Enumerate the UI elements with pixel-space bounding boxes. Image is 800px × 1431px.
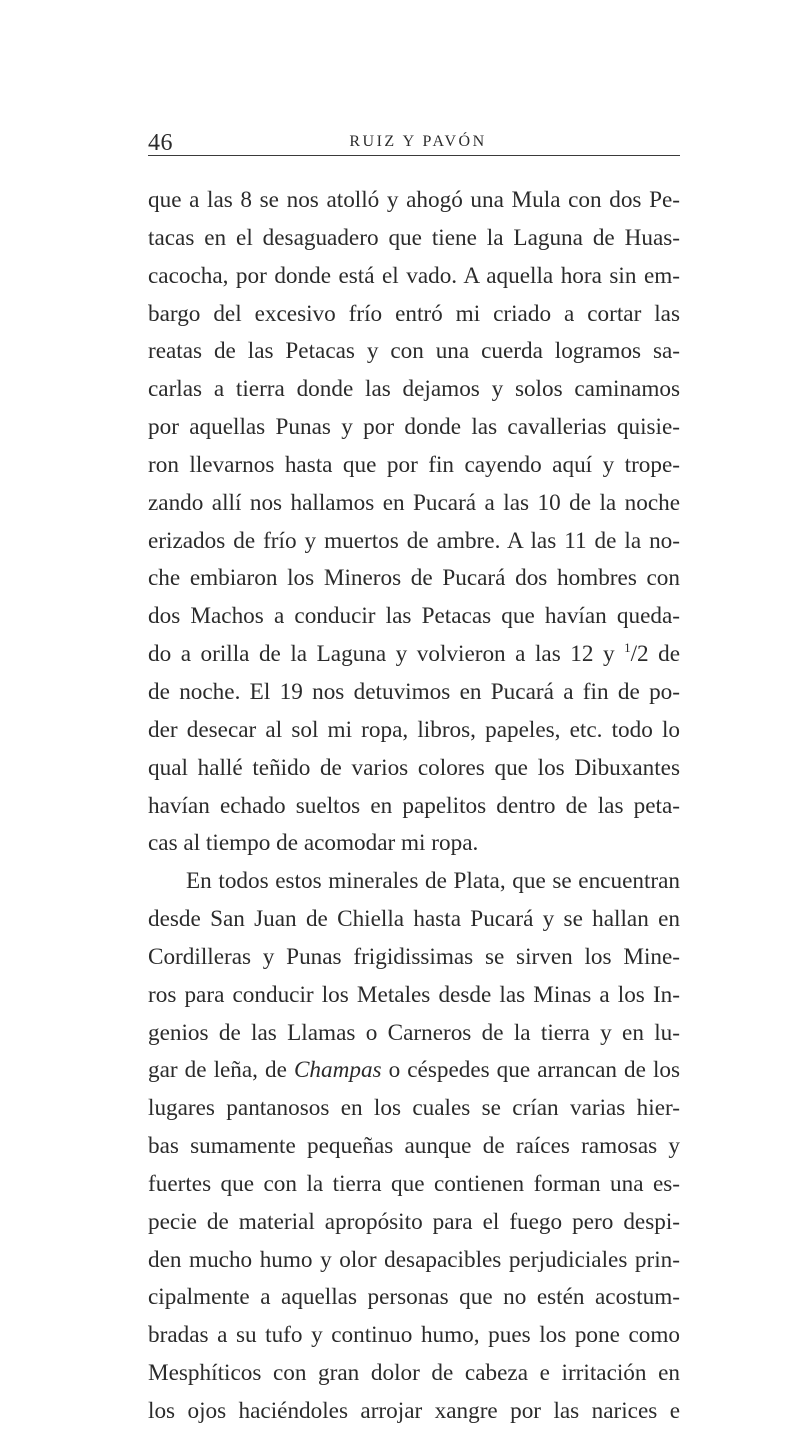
text-line: de noche. El 19 nos detuvimos en Pucará a fin de po- (148, 678, 680, 705)
text-segment: o céspedes que arrancan de los (381, 1057, 681, 1084)
paragraph-start-line: En todos estos minerales de Plata, que se encuentran (186, 868, 680, 895)
text-line: zando allí nos hallamos en Pucará a las 10 de la noche (148, 489, 680, 516)
text-line: lugares pantanosos en los cuales se crían varias hier- (148, 1095, 680, 1122)
text-line: reatas de las Petacas y con una cuerda logramos sa- (148, 338, 680, 365)
text-line: desde San Juan de Chiella hasta Pucará y se hallan en (148, 906, 680, 933)
text-line-fraction (148, 636, 680, 674)
text-line: bradas a su tufo y continuo humo, pues los pone como (148, 1322, 680, 1349)
text-line: bargo del excesivo frío entró mi criado a cortar las (148, 300, 680, 327)
text-line: che embiaron los Mineros de Pucará dos hombres con (148, 565, 680, 592)
text-line: los ojos haciéndoles arrojar xangre por las narices e (148, 1398, 680, 1424)
text-segment: do a orilla de la Laguna y volvieron a las 12 y (148, 641, 625, 668)
text-line: ros para conducir los Metales desde las Minas a los In- (148, 981, 680, 1008)
text-line: Cordilleras y Punas frigidissimas se sirven los Mine- (148, 943, 680, 970)
text-line: carlas a tierra donde las dejamos y solos caminamos (148, 376, 680, 403)
text-line: cacocha, por donde está el vado. A aquella hora sin em- (148, 262, 680, 289)
text-line: tacas en el desaguadero que tiene la Laguna de Huas- (148, 224, 680, 251)
text-line: der desecar al sol mi ropa, libros, papeles, etc. todo lo (148, 716, 680, 743)
header-rule (148, 155, 680, 156)
page-number: 46 (148, 130, 173, 156)
text-line: qual hallé teñido de varios colores que los Dibuxantes (148, 754, 680, 781)
text-line: cipalmente a aquellas personas que no estén acostum- (148, 1284, 680, 1311)
text-line: dos Machos a conducir las Petacas que havían queda- (148, 603, 680, 630)
text-line: genios de las Llamas o Carneros de la tierra y en lu- (148, 1019, 680, 1046)
text-line: por aquellas Punas y por donde las cavallerias quisie- (148, 414, 680, 441)
fraction-numerator: 1 (624, 640, 631, 656)
text-line: Mesphíticos con gran dolor de cabeza e irritación en (148, 1360, 680, 1387)
text-segment: gar de leña, de (148, 1057, 294, 1084)
running-title: RUIZ Y PAVÓN (349, 133, 487, 150)
italic-term: Champas (293, 1057, 382, 1084)
text-segment: /2 de (630, 641, 681, 668)
text-line: erizados de frío y muertos de ambre. A las 11 de la no- (148, 527, 680, 554)
text-line: que a las 8 se nos atolló y ahogó una Mula con dos Pe- (148, 187, 680, 213)
paragraph-end-line: cas al tiempo de acomodar mi ropa. (148, 830, 479, 857)
page-header (148, 118, 680, 158)
text-line: den mucho humo y olor desapacibles perjudiciales prin- (148, 1246, 680, 1273)
body-text (148, 182, 680, 1431)
text-line: pecie de material apropósito para el fuego pero despi- (148, 1208, 680, 1235)
text-line: fuertes que con la tierra que contienen forman una es- (148, 1170, 680, 1197)
text-line: bas sumamente pequeñas aunque de raíces ramosas y (148, 1133, 680, 1160)
text-line: ron llevarnos hasta que por fin cayendo aquí y trope- (148, 451, 680, 478)
text-line-italic (148, 1052, 680, 1090)
text-line: havían echado sueltos en papelitos dentro de las peta- (148, 792, 680, 819)
